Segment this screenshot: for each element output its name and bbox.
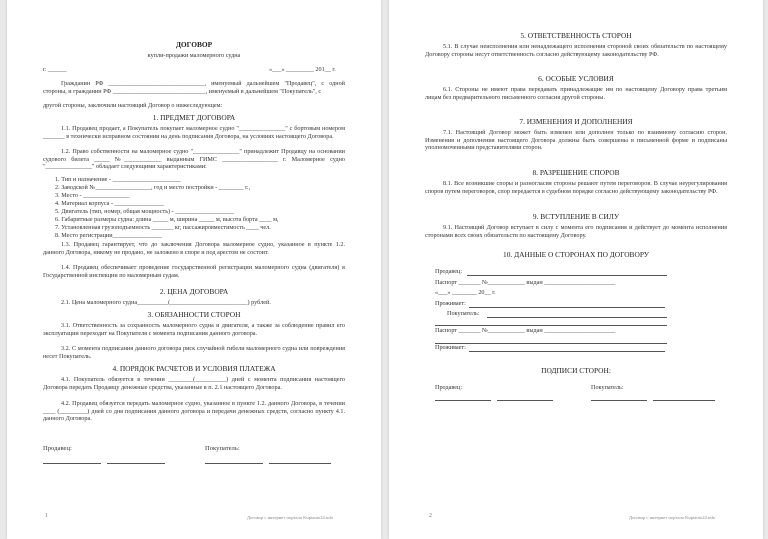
parties-seller-label: Продавец: xyxy=(435,268,463,275)
clause-2-1: 2.1. Цена маломерного судна__________(_________________________) рублей. xyxy=(61,299,271,306)
signatures-heading: ПОДПИСИ СТОРОН: xyxy=(541,366,611,375)
clause-9-1: 9.1. Настоящий Договор вступает в силу с момента его подписания и действует до момента исполнения сторонами всех своих обязательств по настоящему Договору. xyxy=(425,224,727,239)
section-7-heading: 7. ИЗМЕНЕНИЯ И ДОПОЛНЕНИЯ xyxy=(519,117,633,126)
clause-4-2: 4.2. Продавец обязуется передать маломерное судно, указанное в пункте 1.2. данного Договора, в течении ____ (_________) дней со дня подписания данного договора и передачи денежных средств, согласно пункту 4.1. данного Договора. xyxy=(43,400,345,423)
clause-6-1: 6.1. Стороны не имеют права передавать принадлежащие им по настоящему Договору права третьим лицам без предварительного письменного согласия другой стороны. xyxy=(425,86,727,101)
clause-4-1: 4.1. Покупатель обязуется в течении ________(__________) дней с момента подписания настоящего Договора передать Продавцу денежные средства, указанные в п. 2.1 настоящего Договора. xyxy=(43,376,345,391)
characteristic-2: 2. Заводской №__________________, год и место постройки - ________ г., xyxy=(55,184,251,191)
seller-passport-date: «___» ________ 20__ г. xyxy=(435,289,496,296)
seller-signature-line xyxy=(43,456,101,464)
buyer-signature-label: Покупатель: xyxy=(205,445,240,452)
page-number: 2 xyxy=(429,513,432,519)
characteristic-1: 1. Тип и назначение - ______________________ xyxy=(55,176,181,183)
section-6-heading: 6. ОСОБЫЕ УСЛОВИЯ xyxy=(538,74,614,83)
section-1-heading: 1. ПРЕДМЕТ ДОГОВОРА xyxy=(152,113,236,122)
clause-5-1: 5.1. В случае неисполнения или ненадлежащего исполнения стороной своих обязательств по настоящему Договору стороны несут ответственность согласно действующему законодательству РФ. xyxy=(425,43,727,58)
clause-1-1: 1.1. Продавец продает, а Покупатель покупает маломерное судно "_______________" с бортовым номером _______ в технически исправном состоянии на день подписания Договора, на условиях настоящего Договора. xyxy=(43,125,345,140)
seller-name-line xyxy=(467,268,667,276)
page-footer: Договор с интернет портала Kupiauto24.info xyxy=(629,515,716,520)
section-5-heading: 5. ОТВЕТСТВЕННОСТЬ СТОРОН xyxy=(520,31,632,40)
section-10-heading: 10. ДАННЫЕ О СТОРОНАХ ПО ДОГОВОРУ xyxy=(503,250,649,259)
clause-8-1: 8.1. Все возникшие споры и разногласия стороны решают путем переговоров. В случае неурегулирования споров путем переговоров, спор передается в судебном порядке согласно действующему законодательству РФ. xyxy=(425,180,727,195)
clause-1-2: 1.2. Право собственности на маломерное судно "_______________" принадлежит Продавцу на основании судового билета _____ №____________ выданным ГИМС __________________ г. Маломерное судно "_______________" обладает следующими характеристиками: xyxy=(43,148,345,171)
buyer-lives-label: Проживает: xyxy=(435,344,466,351)
buyer-name-line xyxy=(269,456,331,464)
clause-3-2: 3.2. С момента подписания данного договора риск случайной гибели маломерного судна или повреждения несет Покупатель. xyxy=(43,345,345,360)
section-2-heading: 2. ЦЕНА ДОГОВОРА xyxy=(159,287,229,296)
characteristic-6: 6. Габаритные размеры судна: длина _____ м, ширина _____ м, высота борта ____ м, xyxy=(55,216,279,223)
final-buyer-label: Покупатель: xyxy=(591,384,624,391)
intro-paragraph-end: другой стороны, заключили настоящий Договор о нижеследующем: xyxy=(43,102,223,109)
seller-name-line xyxy=(107,456,165,464)
buyer-signature-line xyxy=(205,456,263,464)
characteristic-8: 8. Место регистрации________________ xyxy=(55,232,163,239)
document-page-1 xyxy=(7,0,381,539)
characteristic-3: 3. Место - _______________ xyxy=(55,192,130,199)
buyer-extra-line xyxy=(435,318,667,326)
intro-paragraph: Гражданин РФ _______________________________, именуемый дальнейшем "Продавец", с одной стороны, и гражданин РФ ______________________________, именуемый в дальнейшем "Покупатель", с xyxy=(43,80,345,95)
seller-address-line xyxy=(469,300,665,308)
seller-signature-label: Продавец: xyxy=(43,445,72,452)
seller-lives-label: Проживает: xyxy=(435,300,466,307)
contract-subtitle: купли-продажи маломерного судна xyxy=(147,52,241,59)
buyer-passport-line xyxy=(435,336,667,344)
seller-passport: Паспорт _______ №____________ выдан _______________________ xyxy=(435,279,616,286)
contract-title: ДОГОВОР xyxy=(175,40,213,49)
section-4-heading: 4. ПОРЯДОК РАСЧЕТОВ И УСЛОВИЯ ПЛАТЕЖА xyxy=(112,364,276,373)
characteristic-7: 7. Установленная грузоподъемность _______ кг, пассажировместимость ____ чел. xyxy=(55,224,271,231)
page-number: 1 xyxy=(45,513,48,519)
final-buyer-signature-line xyxy=(591,393,647,401)
parties-buyer-label: Покупатель: xyxy=(447,310,480,317)
date-field: «___» _________ 201__ г. xyxy=(269,66,336,73)
page-footer: Договор с интернет портала Kupiauto24.info xyxy=(247,515,334,520)
clause-7-1: 7.1. Настоящий Договор может быть изменен или дополнен только по взаимному согласию сторон. Изменения и дополнения настоящего Договора должны быть совершены в письменной форме и подписаны уполномоченными представителями сторон. xyxy=(425,129,727,152)
clause-1-3: 1.3. Продавец гарантирует, что до заключения Договора маломерное судно, указанное в пункте 1.2. данного Договора, никому не продано, не заложено в споре и под арестом не состоит. xyxy=(43,241,345,256)
section-3-heading: 3. ОБЯЗАННОСТИ СТОРОН xyxy=(147,310,241,319)
final-seller-name-line xyxy=(497,393,553,401)
buyer-name-line xyxy=(487,310,667,318)
final-seller-label: Продавец: xyxy=(435,384,463,391)
section-8-heading: 8. РАЗРЕШЕНИЕ СПОРОВ xyxy=(532,168,620,177)
section-9-heading: 9. ВСТУПЛЕНИЕ В СИЛУ xyxy=(532,212,620,221)
clause-1-4: 1.4. Продавец обеспечивает проведение государственной регистрации маломерного судна (двигателя) в Государственной инспекции по маломерным судам. xyxy=(43,264,345,279)
final-buyer-name-line xyxy=(653,393,715,401)
buyer-address-line xyxy=(469,344,665,352)
place-field: г. ______ xyxy=(43,66,67,73)
characteristic-5: 5. Двигатель (тип, номер, общая мощность) - ___________________ xyxy=(55,208,235,215)
final-seller-signature-line xyxy=(435,393,491,401)
buyer-passport: Паспорт _______ №____________ выдан _______________________ xyxy=(435,327,616,334)
document-page-2 xyxy=(389,0,763,539)
characteristic-4: 4. Материал корпуса - ________________ xyxy=(55,200,165,207)
clause-3-1: 3.1. Ответственность за сохранность маломерного судна и двигателя, а также за соблюдение правил его эксплуатации переходит на Покупателя с момента подписания данного договора. xyxy=(43,322,345,337)
